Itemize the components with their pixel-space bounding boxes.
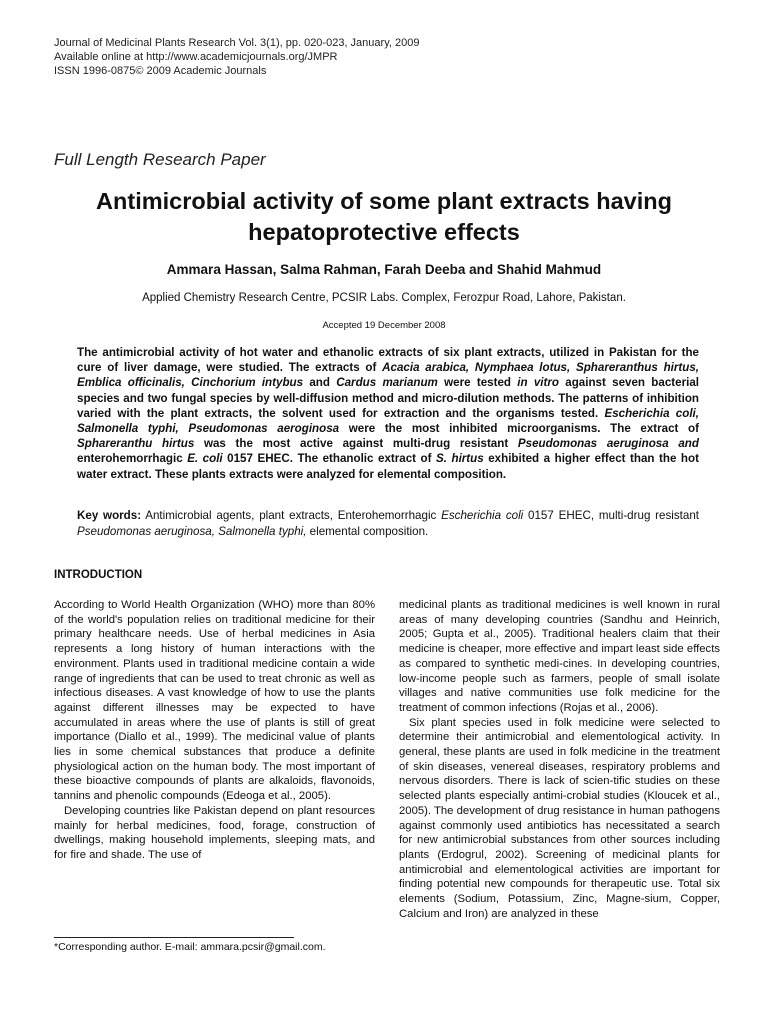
keywords-species: Pseudomonas aeruginosa, Salmonella typhi, (77, 524, 307, 538)
section-heading-introduction: INTRODUCTION (54, 569, 143, 581)
abstract-text: The antimicrobial activity of hot water and ethanolic extracts of six plant extracts, utilized in Pakistan for the cure of liver damage, were studied. The extracts of (77, 346, 699, 375)
abstract (77, 345, 699, 482)
accepted-date: Accepted 19 December 2008 (322, 320, 446, 331)
keywords-text: 0157 EHEC, multi-drug resistant (523, 509, 699, 522)
keywords-species: Escherichia coli (441, 509, 524, 522)
author-list: Ammara Hassan, Salma Rahman, Farah Deeba and Shahid Mahmud (166, 262, 602, 277)
journal-citation: Journal of Medicinal Plants Research Vol. 3(1), pp. 020-023, January, 2009 (54, 37, 420, 49)
abstract-text: was the most active against multi-drug resistant (194, 437, 518, 451)
body-paragraph: According to World Health Organization (WHO) more than 80% of the world's population relies on traditional medicine for their primary healthcare needs. Use of herbal medicines in Asia represents a long history of human interactions with the environment. Plants used in traditional medicine contain a wide range of ingredients that can be used to treat chronic as well as infectious diseases. A vast knowledge of how to use the plants against different illnesses may be expected to have accumulated in areas where the use of plants is still of great importance (Diallo et al., 1999). The medicinal value of plants lies in some chemical substances that produce a definite physiological action on the human body. The most important of these bioactive compounds of plants are alkaloids, flavonoids, tannins and phenolic compounds (Edeoga et al., 2005). (54, 599, 375, 803)
body-paragraph: medicinal plants as traditional medicines is well known in rural areas of many developing countries (Sandhu and Heinrich, 2005; Gupta et al., 2005). Traditional healers claim that their medicine is cheaper, more effective and impart least side effects as compared to synthetic medi-cines. In developing countries, low-income people such as farmers, people of small isolate villages and native communities use folk medicine for the treatment of common infections (Rojas et al., 2006). (399, 599, 720, 714)
keywords-label: Key words: (77, 509, 142, 522)
abstract-text: 0157 EHEC. The ethanolic extract of (222, 452, 437, 466)
journal-online-url: Available online at http://www.academicjournals.org/JMPR (54, 51, 338, 63)
abstract-term: in vitro (517, 376, 559, 390)
abstract-species: E. coli (187, 452, 223, 466)
abstract-species: Acacia arabica, Nymphaea lotus, Sphareranthus hirtus, Emblica officinalis, Cinchorium intybus (77, 361, 699, 390)
paper-type: Full Length Research Paper (54, 150, 266, 169)
keywords-text: elemental composition. (306, 524, 429, 538)
body-paragraph: Six plant species used in folk medicine were selected to determine their antimicrobial and elementological activity. In general, these plants are used in folk medicine in the treatment of skin diseases, venereal diseases, respiratory problems and nervous disorders. There is lack of scien-tific studies on these selected plants especially antimi-crobial studies (Kloucek et al., 2005). The development of drug resistance in human pathogens against commonly used antibiotics has necessitated a search for new antimicrobial substances from other sources including plants (Erdogrul, 2002). Screening of medicinal plants for antimicrobial and elementological activities are important for finding potential new compounds for therapeutic use. Total six elements (Sodium, Potassium, Zinc, Magne-sium, Copper, Calcium and Iron) are analyzed in these (399, 716, 720, 920)
journal-masthead (54, 36, 419, 78)
body-column-left (54, 598, 375, 863)
abstract-species: Pseudomonas aeruginosa and (517, 437, 699, 451)
journal-issn: ISSN 1996-0875© 2009 Academic Journals (54, 65, 267, 77)
abstract-species: Cardus marianum (336, 376, 438, 390)
abstract-text: exhibited a higher effect than the hot water extract. These plants extracts were analyzed for elemental composition. (77, 452, 699, 481)
keywords-text: Antimicrobial agents, plant extracts, Enterohemorrhagic (141, 509, 442, 522)
abstract-species: S. hirtus (436, 452, 484, 466)
body-paragraph: Developing countries like Pakistan depend on plant resources mainly for herbal medicines, food, forage, construction of dwellings, making household implements, sleeping mats, and for fire and shade. The use of (54, 804, 375, 861)
affiliation: Applied Chemistry Research Centre, PCSIR Labs. Complex, Ferozpur Road, Lahore, Pakistan. (142, 292, 626, 304)
corresponding-author-footnote: *Corresponding author. E-mail: ammara.pcsir@gmail.com. (54, 941, 326, 953)
abstract-text: were the most inhibited microorganisms. The extract of (339, 422, 699, 436)
paper-title: Antimicrobial activity of some plant extracts having hepatoprotective effects (96, 188, 672, 245)
abstract-text: enterohemorrhagic (77, 452, 188, 466)
abstract-text: and (303, 376, 337, 390)
body-column-right (399, 598, 720, 921)
abstract-species: Sphareranthu hirtus (77, 437, 195, 451)
footnote-divider (54, 937, 294, 938)
keywords (77, 508, 699, 539)
abstract-text: against seven bacterial species and two fungal species by well-diffusion method and micro-dilution methods. The patterns of inhibition varied with the plant extracts, the solvent used for extraction and the organisms tested. (77, 376, 699, 420)
abstract-text: were tested (437, 376, 518, 390)
abstract-species: Escherichia coli, Salmonella typhi, Pseudomonas aeroginosa (77, 406, 699, 436)
